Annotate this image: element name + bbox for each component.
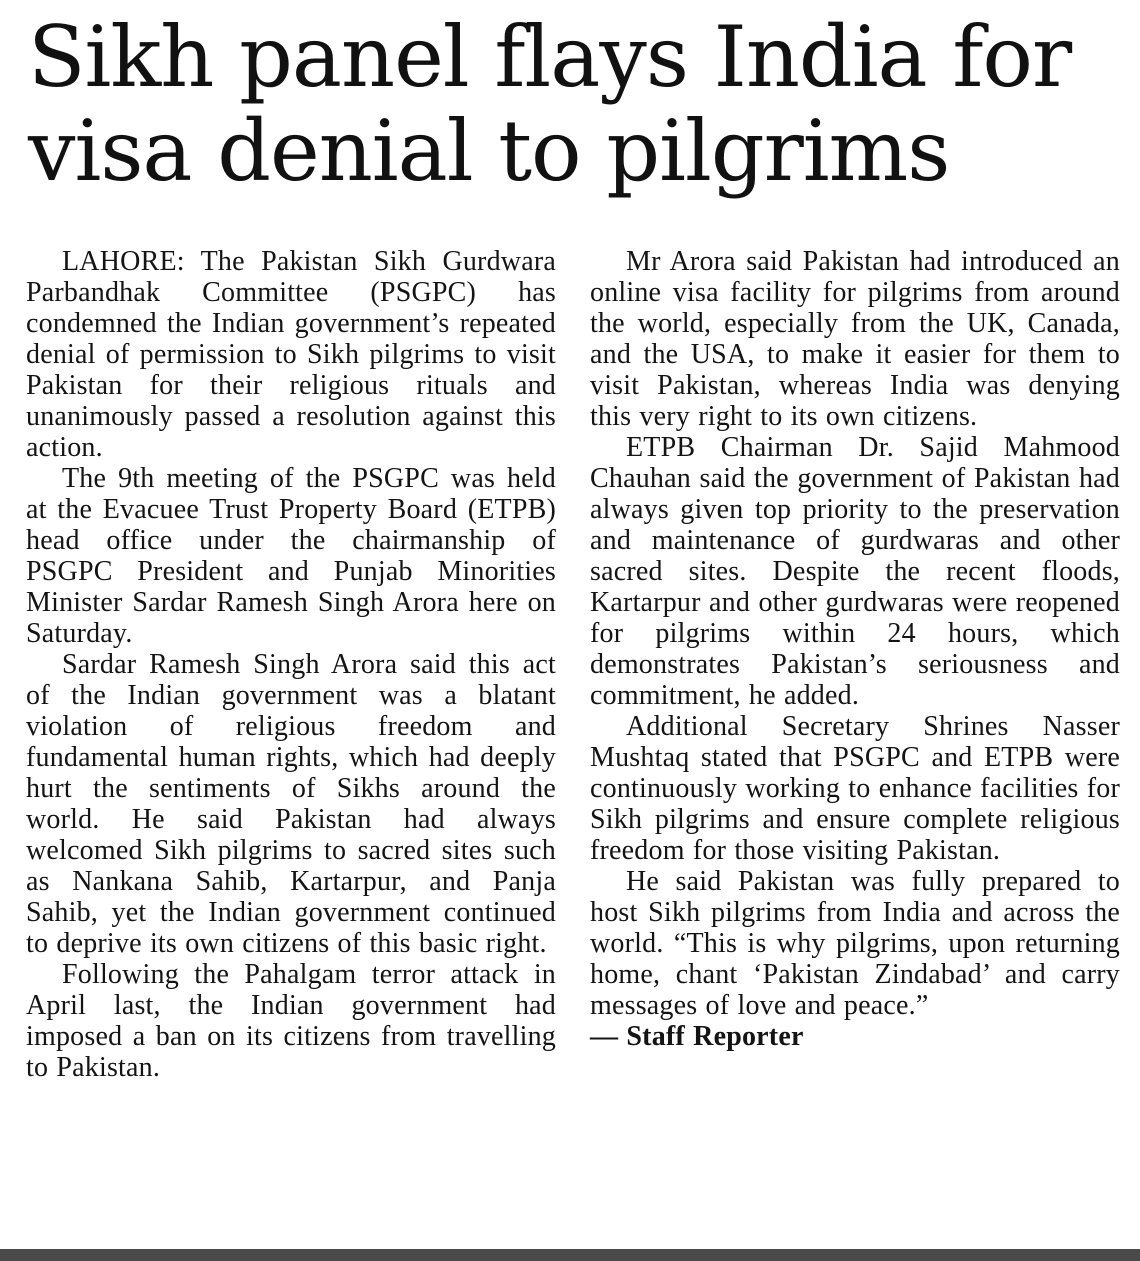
article-body	[26, 246, 1120, 1083]
paragraph: Following the Pahalgam terror attack in April last, the Indian government had imposed a ban on its citizens from travelling to Pakistan.	[26, 959, 556, 1083]
paragraph: Mr Arora said Pakistan had introduced an online visa facility for pilgrims from around the world, especially from the UK, Canada, and the USA, to make it easier for them to visit Pakistan, whereas India was denying this very right to its own citizens.	[590, 246, 1120, 432]
paragraph: LAHORE: The Pakistan Sikh Gurdwara Parbandhak Committee (PSGPC) has condemned the Indian government’s repeated denial of permission to Sikh pilgrims to visit Pakistan for their religious rituals and unanimously passed a resolution against this action.	[26, 246, 556, 463]
paragraph: The 9th meeting of the PSGPC was held at the Evacuee Trust Property Board (ETPB) head office under the chairmanship of PSGPC President and Punjab Minorities Minister Sardar Ramesh Singh Arora here on Saturday.	[26, 463, 556, 649]
byline: — Staff Reporter	[590, 1021, 804, 1052]
headline: Sikh panel flays India for visa denial to pilgrims	[28, 8, 1072, 200]
column-right	[590, 246, 1120, 1083]
paragraph: Sardar Ramesh Singh Arora said this act of the Indian government was a blatant violation of religious freedom and fundamental human rights, which had deeply hurt the sentiments of Sikhs around the world. He said Pakistan had always welcomed Sikh pilgrims to sacred sites such as Nankana Sahib, Kartarpur, and Panja Sahib, yet the Indian government continued to deprive its own citizens of this basic right.	[26, 649, 556, 959]
paragraph: He said Pakistan was fully prepared to host Sikh pilgrims from India and across the world. “This is why pilgrims, upon returning home, chant ‘Pakistan Zindabad’ and carry messages of love and peace.”	[590, 866, 1120, 1021]
paragraph: Additional Secretary Shrines Nasser Mushtaq stated that PSGPC and ETPB were continuously working to enhance facilities for Sikh pilgrims and ensure complete religious freedom for those visiting Pakistan.	[590, 711, 1120, 866]
column-left	[26, 246, 556, 1083]
bottom-rule	[0, 1249, 1140, 1261]
paragraph: ETPB Chairman Dr. Sajid Mahmood Chauhan said the government of Pakistan had always given top priority to the preservation and maintenance of gurdwaras and other sacred sites. Despite the recent floods, Kartarpur and other gurdwaras were reopened for pilgrims within 24 hours, which demonstrates Pakistan’s seriousness and commitment, he added.	[590, 432, 1120, 711]
